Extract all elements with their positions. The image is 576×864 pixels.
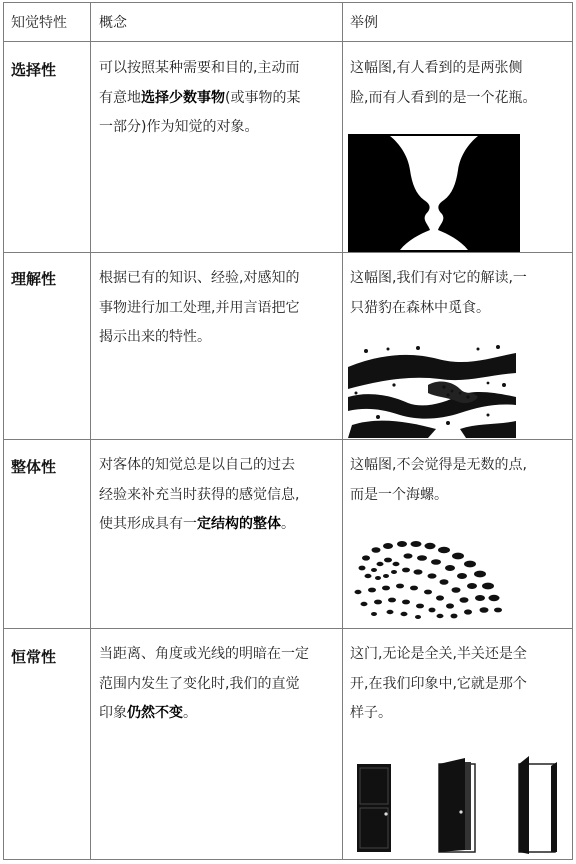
hidden-cheetah-icon xyxy=(348,345,516,438)
header-concept: 概念 xyxy=(99,15,127,31)
term-constancy: 恒常性 xyxy=(11,648,57,666)
concept-comprehension xyxy=(99,264,299,353)
table-border-left xyxy=(3,2,4,860)
text-line: 而是一个海螺。 xyxy=(350,486,448,503)
text-line: 只猎豹在森林中觅食。 xyxy=(350,299,490,316)
text-span: 使其形成具有一 xyxy=(99,516,197,532)
three-doors-icon xyxy=(355,756,559,854)
text-line xyxy=(99,84,300,114)
example-constancy xyxy=(350,640,527,729)
text-line xyxy=(99,699,309,729)
text-line: 经验来补充当时获得的感觉信息, xyxy=(99,486,300,503)
table-border-bottom xyxy=(3,859,573,860)
text-line: 脸,而有人看到的是一个花瓶。 xyxy=(350,89,537,106)
text-span: 。 xyxy=(281,516,295,532)
text-line xyxy=(99,510,299,540)
concept-constancy xyxy=(99,640,309,729)
example-comprehension xyxy=(350,264,527,323)
dotted-conch-shell-icon xyxy=(348,530,508,622)
text-line: 范围内发生了变化时,我们的直觉 xyxy=(99,675,300,692)
column-divider xyxy=(90,2,91,860)
example-selectivity xyxy=(350,54,536,113)
example-integrity xyxy=(350,451,527,510)
row-divider xyxy=(3,41,573,42)
text-line: 开,在我们印象中,它就是那个 xyxy=(350,675,527,692)
text-line: 事物进行加工处理,并用言语把它 xyxy=(99,299,300,316)
term-integrity: 整体性 xyxy=(11,458,57,476)
emphasis-text: 选择少数事物 xyxy=(141,89,225,106)
text-line: 这幅图,我们有对它的解读,一 xyxy=(350,270,527,286)
text-line: 这幅图,不会觉得是无数的点, xyxy=(350,457,527,473)
emphasis-text: 定结构的整体 xyxy=(197,516,281,532)
row-divider xyxy=(3,252,573,253)
term-selectivity: 选择性 xyxy=(11,61,57,79)
text-line: 样子。 xyxy=(350,705,392,721)
text-span: 有意地 xyxy=(99,89,141,106)
text-line: 对客体的知觉总是以自己的过去 xyxy=(99,457,295,473)
text-line: 揭示出来的特性。 xyxy=(99,329,211,345)
row-divider xyxy=(3,628,573,629)
row-divider xyxy=(3,439,573,440)
table-border-right xyxy=(572,2,573,860)
term-comprehension: 理解性 xyxy=(11,270,57,288)
text-line: 这幅图,有人看到的是两张侧 xyxy=(350,60,523,76)
column-divider xyxy=(342,2,343,860)
emphasis-text: 仍然不变 xyxy=(127,705,183,721)
text-line: 可以按照某种需要和目的,主动而 xyxy=(99,60,300,76)
rubin-vase-faces-icon xyxy=(348,134,520,252)
text-span: 印象 xyxy=(99,705,127,721)
text-line: 这门,无论是全关,半关还是全 xyxy=(350,646,527,662)
concept-integrity xyxy=(99,451,299,540)
text-span: (或事物的某 xyxy=(225,89,301,106)
perception-table xyxy=(3,2,573,860)
text-span: 。 xyxy=(183,705,197,721)
header-example: 举例 xyxy=(350,15,378,31)
header-perception-feature: 知觉特性 xyxy=(11,15,67,31)
table-border-top xyxy=(3,2,573,3)
text-line: 根据已有的知识、经验,对感知的 xyxy=(99,270,300,286)
text-line: 一部分)作为知觉的对象。 xyxy=(99,119,259,135)
concept-selectivity xyxy=(99,54,300,143)
text-line: 当距离、角度或光线的明暗在一定 xyxy=(99,646,309,662)
